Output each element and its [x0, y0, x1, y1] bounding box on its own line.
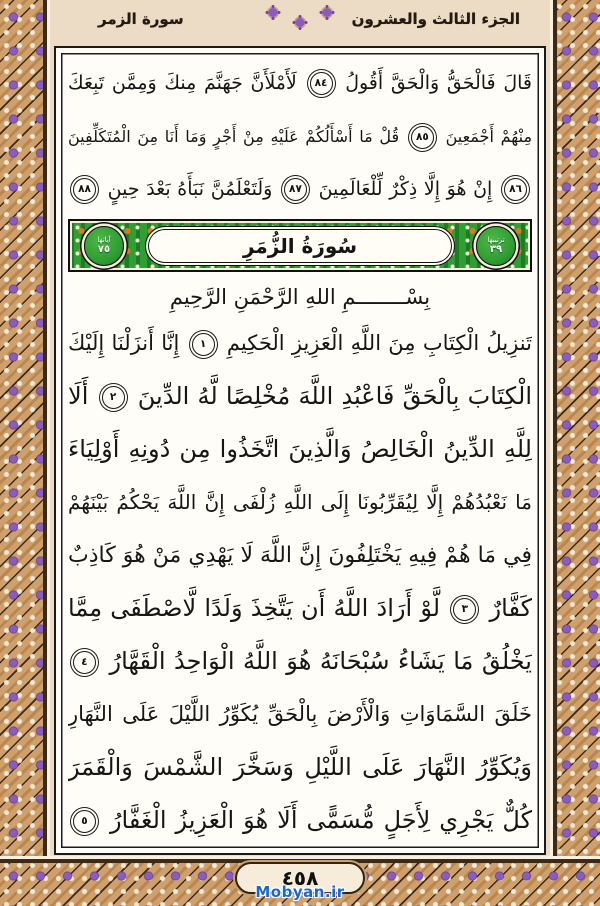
quran-line — [68, 582, 532, 635]
quran-line — [68, 635, 532, 688]
ayah-marker: ١ — [192, 333, 215, 356]
quran-lines-top — [68, 57, 532, 216]
quran-text: لِلَّهِ الدِّينُ الْخَالِصُ وَالَّذِينَ اتَّخَذُوا مِن دُونِهِ أَوْلِيَاءَ — [68, 435, 532, 463]
quran-lines-bottom — [68, 317, 532, 847]
quran-text: الْكِتَابَ بِالْحَقِّ فَاعْبُدِ اللَّهَ مُخْلِصًا لَّهُ الدِّينَ — [137, 382, 532, 410]
surah-order-value: ٣٩ — [489, 244, 503, 256]
mushaf-text-area — [54, 46, 546, 855]
ornate-border-left-icon — [0, 0, 50, 906]
flower-ornament-cluster — [269, 8, 332, 27]
ayat-count-badge — [84, 226, 124, 266]
surah-order-badge — [476, 226, 516, 266]
quran-line — [68, 741, 532, 794]
quran-text: مَا نَعْبُدُهُمْ إِلَّا لِيُقَرِّبُونَا إِلَى اللَّهِ زُلْفَى إِنَّ اللَّهَ يَحْكُمُ بَيْنَهُمْ — [68, 490, 532, 514]
ayah-marker: ٥ — [73, 810, 96, 833]
ayah-marker: ٨٧ — [284, 178, 307, 201]
header-juz-label: الجزء الثالث والعشرون — [351, 10, 520, 28]
header-surah-label: سورة الزمر — [98, 10, 184, 28]
quran-line — [68, 794, 532, 847]
quran-line — [68, 529, 532, 582]
ayah-marker: ٨٦ — [504, 178, 527, 201]
ayah-marker: ٣ — [453, 598, 476, 621]
quran-text: إِنْ هُوَ إِلَّا ذِكْرٌ لِّلْعَالَمِينَ — [318, 178, 493, 200]
quran-text: قَالَ فَالْحَقُّ وَالْحَقَّ أَقُولُ — [345, 72, 532, 94]
quran-line — [68, 688, 532, 741]
quran-text: وَلَتَعْلَمُنَّ نَبَأَهُ بَعْدَ حِينٍ — [107, 178, 273, 200]
quran-text: لَأَمْلَأَنَّ جَهَنَّمَ مِنكَ وَمِمَّن تَبِعَكَ — [68, 72, 297, 94]
quran-text: قُلْ مَا أَسْأَلُكُمْ عَلَيْهِ مِنْ أَجْرٍ وَمَا أَنَا مِنَ الْمُتَكَلِّفِينَ — [68, 127, 400, 146]
quran-text: مِنْهُمْ أَجْمَعِينَ — [445, 127, 532, 146]
quran-line — [68, 163, 532, 216]
flower-icon — [269, 8, 278, 17]
quran-text: وَيُكَوِّرُ النَّهَارَ عَلَى اللَّيْلِ وَسَخَّرَ الشَّمْسَ وَالْقَمَرَ — [68, 753, 532, 781]
watermark: Mobyan.ir — [255, 883, 345, 901]
quran-line — [68, 317, 532, 370]
surah-order-label: ترتيبها — [487, 236, 505, 245]
surah-title: سُورَةُ الزُّمَرِ — [242, 233, 358, 258]
basmala: بِسْــــــــمِ اللهِ الرَّحْمَنِ الرَّحِيمِ — [169, 285, 431, 310]
quran-text: تَنزِيلُ الْكِتَابِ مِنَ اللَّهِ الْعَزِيزِ الْحَكِيمِ — [226, 331, 532, 355]
page-header — [50, 0, 550, 46]
ayah-marker: ٨٤ — [310, 72, 333, 95]
quran-line — [68, 110, 532, 163]
ornate-border-right-icon — [550, 0, 600, 906]
quran-text: كَفَّارٌ — [489, 594, 532, 622]
ayah-marker: ٨٨ — [73, 178, 96, 201]
quran-line — [68, 57, 532, 110]
quran-line — [68, 423, 532, 476]
flower-icon — [296, 18, 305, 27]
quran-text: كُلٌّ يَجْرِي لِأَجَلٍ مُّسَمًّى أَلَا هُوَ الْعَزِيزُ الْغَفَّارُ — [109, 806, 532, 834]
ayat-count-value: ٧٥ — [97, 244, 111, 256]
surah-title-cartouche — [145, 226, 455, 266]
ayah-marker: ٨٥ — [411, 126, 434, 149]
quran-line — [68, 370, 532, 423]
surah-title-banner — [68, 219, 532, 272]
ayah-marker: ٢ — [102, 386, 125, 409]
page-number: ٤٥٨ — [281, 866, 319, 890]
flower-icon — [323, 8, 332, 17]
quran-text: خَلَقَ السَّمَاوَاتِ وَالْأَرْضَ بِالْحَقِّ يُكَوِّرُ اللَّيْلَ عَلَى النَّهَارِ — [68, 702, 532, 726]
quran-text: إِنَّا أَنزَلْنَا إِلَيْكَ — [68, 331, 180, 355]
quran-text: أَلَا — [68, 382, 89, 410]
quran-line — [68, 476, 532, 529]
quran-text: يَخْلُقُ مَا يَشَاءُ سُبْحَانَهُ هُوَ اللَّهُ الْوَاحِدُ الْقَهَّارُ — [109, 647, 532, 675]
quran-text: لَّوْ أَرَادَ اللَّهُ أَن يَتَّخِذَ وَلَدًا لَّاصْطَفَى مِمَّا — [68, 594, 441, 622]
ayat-count-label: آياتها — [97, 236, 111, 245]
quran-text: فِي مَا هُمْ فِيهِ يَخْتَلِفُونَ إِنَّ اللَّهَ لَا يَهْدِي مَنْ هُوَ كَاذِبٌ — [68, 543, 532, 568]
ayah-marker: ٤ — [73, 651, 96, 674]
